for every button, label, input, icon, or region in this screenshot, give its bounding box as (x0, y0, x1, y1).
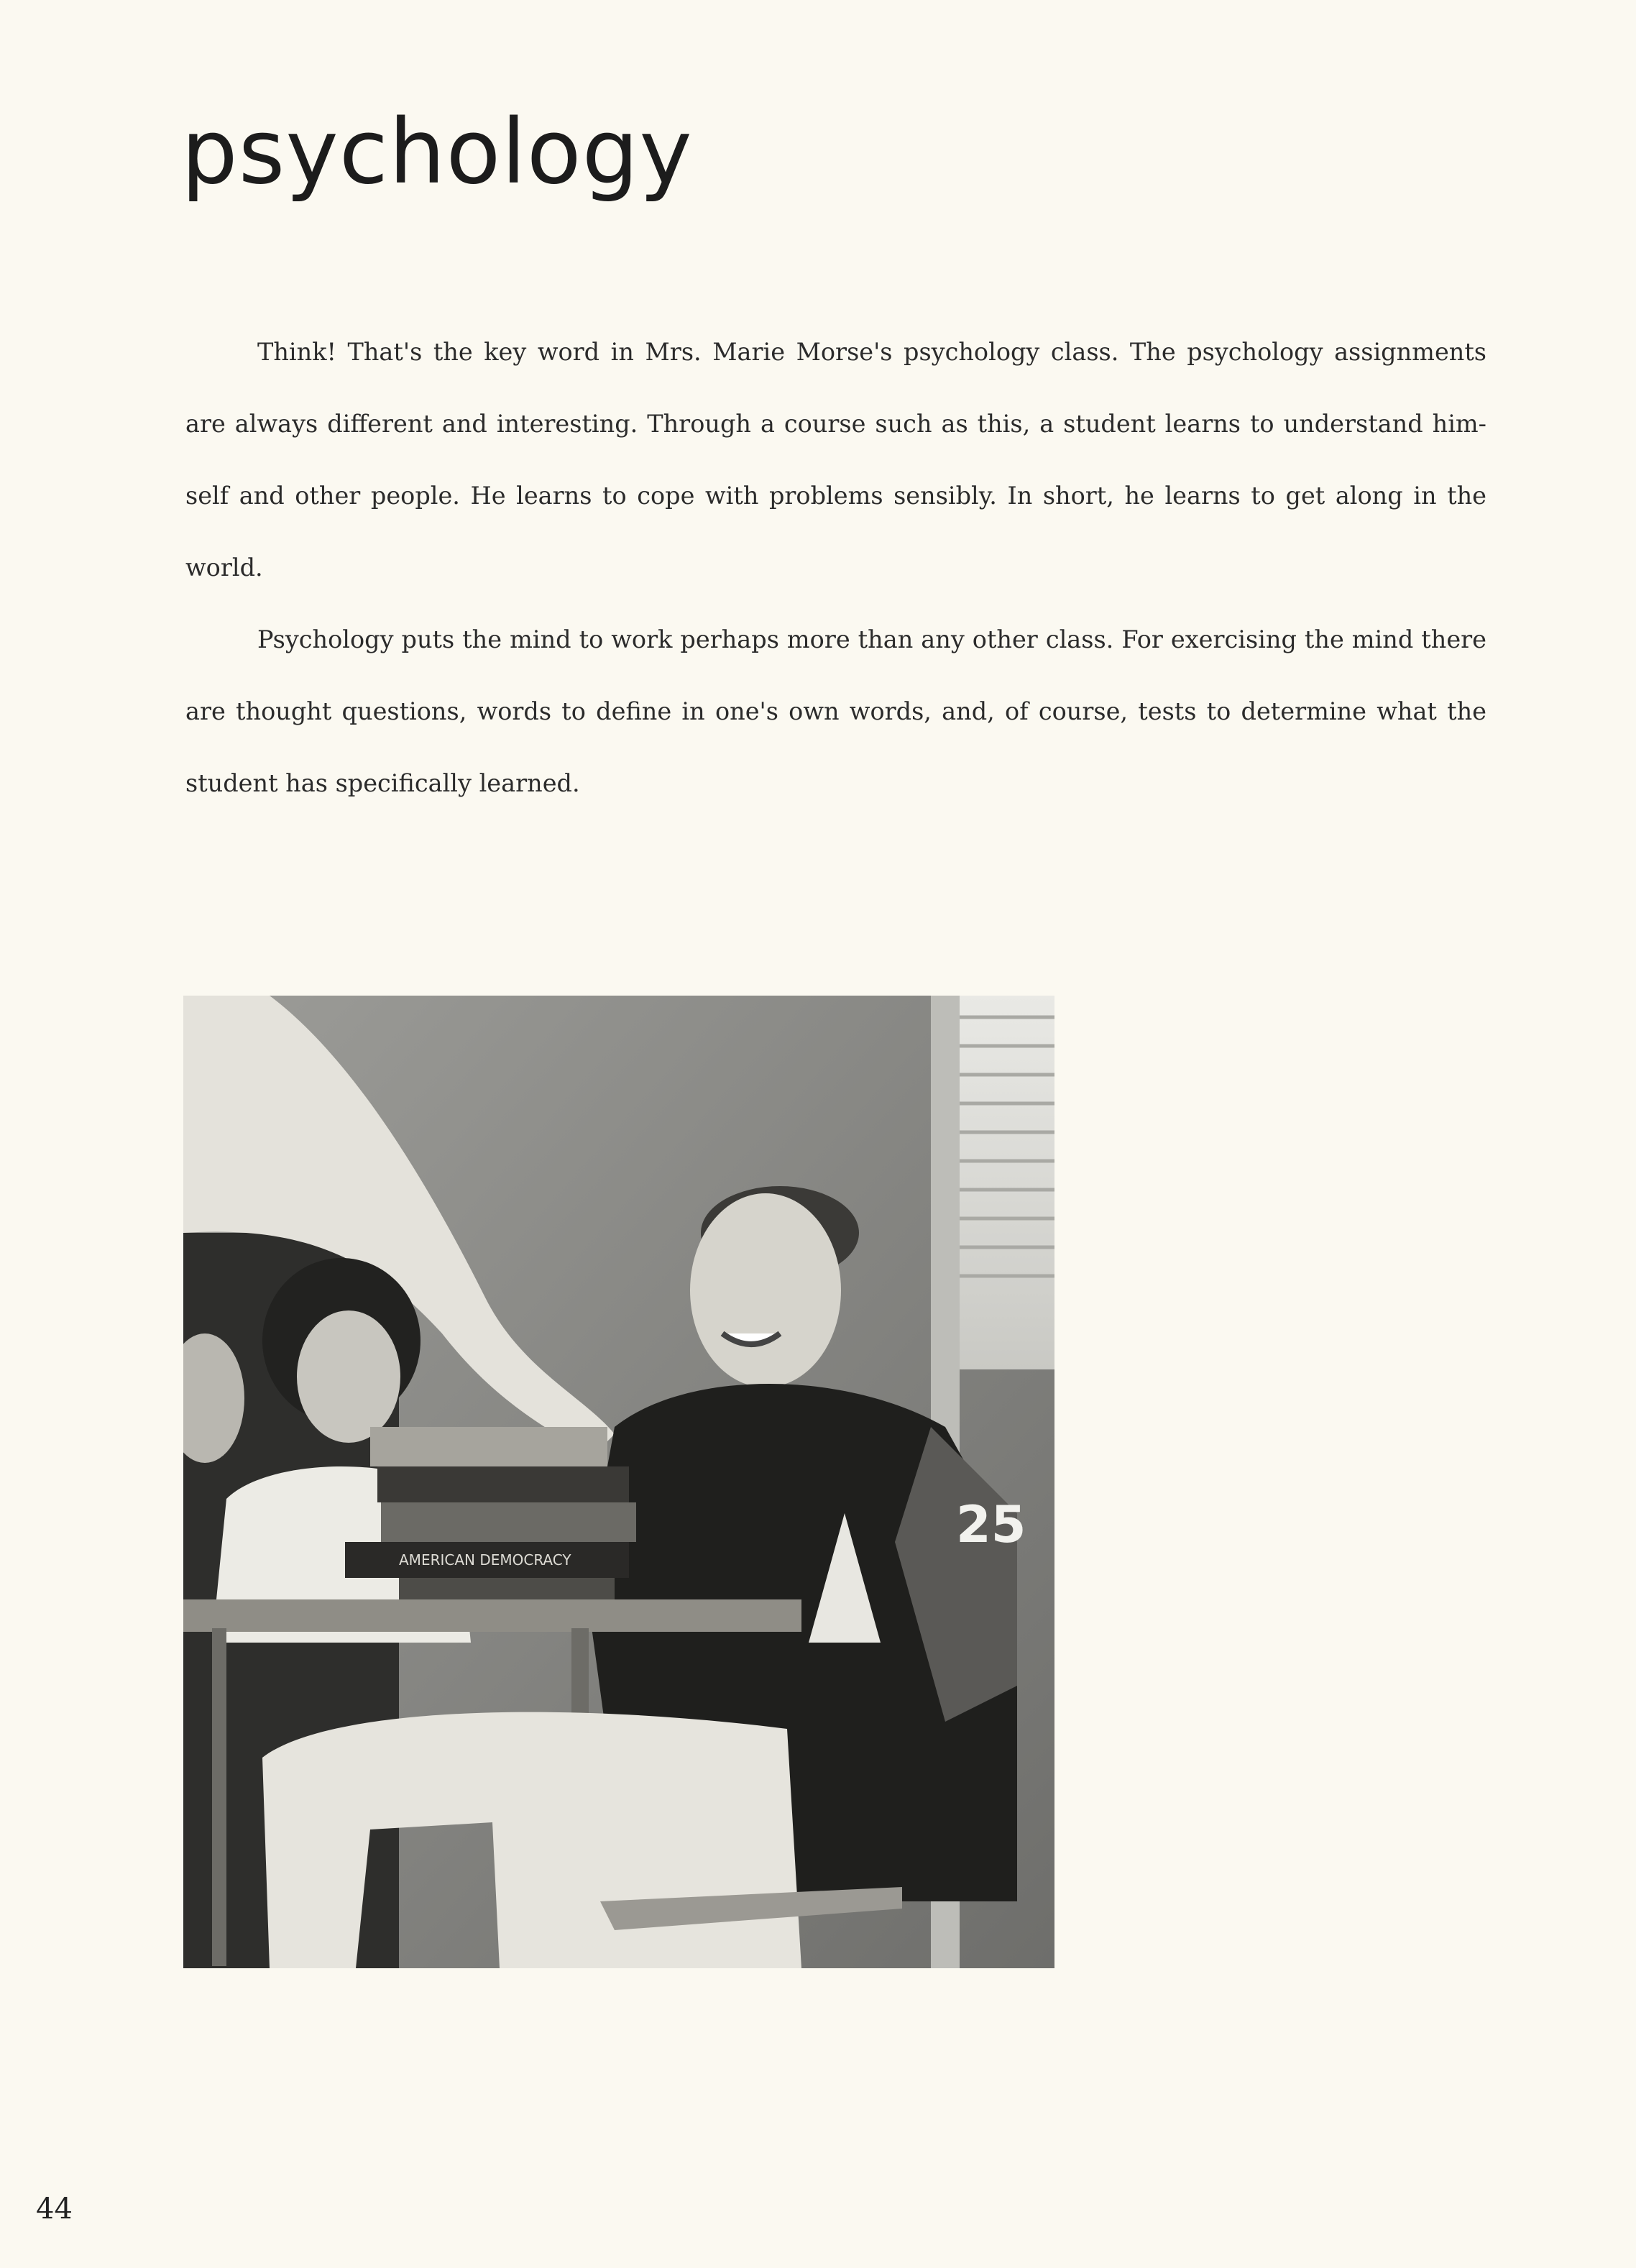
desk-leg-left (212, 1628, 226, 1966)
page-number: 44 (36, 2193, 73, 2226)
book-2 (377, 1466, 629, 1502)
boy-face (690, 1193, 841, 1387)
window (960, 996, 1054, 1369)
book-title: AMERICAN DEMOCRACY (399, 1551, 571, 1569)
page-title: psychology (181, 101, 693, 204)
classroom-photo (183, 996, 1054, 1968)
book-3 (381, 1502, 636, 1542)
paragraph-1: Think! That's the key word in Mrs. Marie Morse's psychology class. The psychology assignments are always different and interesting. Through a course such as this, a student learns to understand him-self and other people. He learns to cope with problems sensibly. In short, he learns to get along in the world. (185, 338, 1486, 582)
paragraph-2: Psychology puts the mind to work perhaps more than any other class. For exercising the mind there are thought questions, words to define in one's own words, and, of course, tests to determine what the student has specifically learned. (185, 625, 1486, 797)
girl-face (297, 1310, 400, 1443)
desk-top (183, 1599, 801, 1632)
boy-pants (262, 1712, 801, 1968)
article-body (185, 316, 1486, 819)
jacket-number: 25 (956, 1495, 1026, 1554)
photo-illustration (183, 996, 1054, 1968)
book-1 (370, 1427, 607, 1466)
